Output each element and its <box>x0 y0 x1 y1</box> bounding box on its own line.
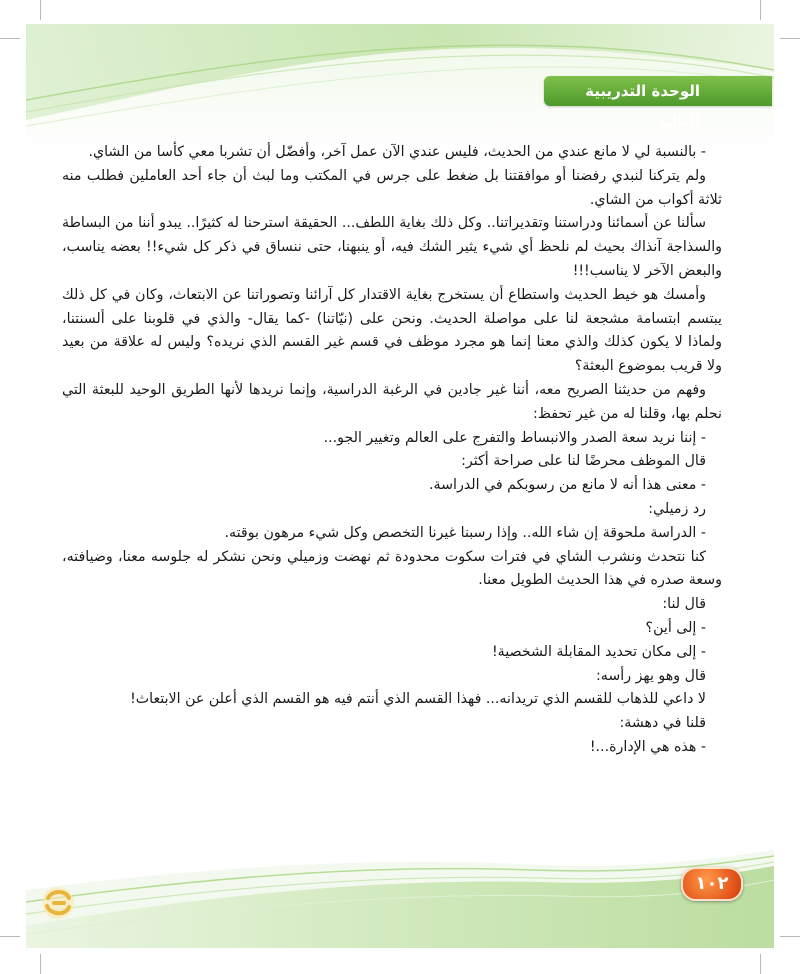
paragraph: - معنى هذا أنه لا مانع من رسوبكم في الدراسة. <box>429 477 706 494</box>
paragraph: قال الموظف محرضًا لنا على صراحة أكثر: <box>461 453 706 470</box>
paragraph: وفهم من حديثنا الصريح معه، أننا غير جادين في الرغبة الدراسية، وإنما نريدها لأنها الطريق الوحيد للبعثة التي نحلم بها، وقلنا له من غير تحفظ: <box>62 381 722 422</box>
paragraph: ولم يتركنا لنبدي رفضنا أو موافقتنا بل ضغط على جرس في المكتب وما لبث أن جاء أحد العاملين فطلب منه ثلاثة أكواب من الشاي. <box>62 167 722 208</box>
paragraph: رد زميلي: <box>648 500 706 517</box>
text-body <box>62 141 722 760</box>
publisher-logo-icon <box>38 882 78 924</box>
paragraph: قلنا في دهشة: <box>619 715 706 732</box>
paragraph: لا داعي للذهاب للقسم الذي تريدانه... فهذا القسم الذي أنتم فيه هو القسم الذي أعلن عن الابتعاث! <box>130 691 706 708</box>
paragraph: قال وهو يهز رأسه: <box>596 667 706 684</box>
paragraph: سألنا عن أسمائنا ودراستنا وتقديراتنا.. وكل ذلك بغاية اللطف... الحقيقة استرحنا له كثيرًا.. يبدو أننا من البساطة والسذاجة آنذاك بحيث لم نلحظ أي شيء يثير الشك فيه، أو ينبهنا، حتى ننساق في ذكر كل شيء!! بعضه يناسب، والبعض الآخر لا يناسب!!! <box>62 215 722 279</box>
paragraph: كنا نتحدث ونشرب الشاي في فترات سكوت محدودة ثم نهضت وزميلي ونحن نشكر له جلوسه معنا، وضيافته، وسعة صدره في هذا الحديث الطويل معنا. <box>62 548 722 589</box>
paragraph: وأمسك هو خيط الحديث واستطاع أن يستخرج بغاية الاقتدار كل آرائنا وتصوراتنا عن الابتعاث، وكان في كل ذلك يبتسم ابتسامة مشجعة لنا على مواصلة الحديث. ونحن على (نيّاتنا) -كما يقال- والذي في قلوبنا على ألسنتنا، ولماذا لا يكون كذلك والذي معنا إنما هو مجرد موظف في قسم غير القسم الذي نريده؟ وليس له علاقة من بعيد ولا قريب بموضوع البعثة؟ <box>62 286 722 375</box>
paragraph: - الدراسة ملحوقة إن شاء الله.. وإذا رسبنا غيرنا التخصص وكل شيء مرهون بوقته. <box>224 524 706 541</box>
page-number: ١٠٢ <box>681 867 743 901</box>
paragraph: - إلى مكان تحديد المقابلة الشخصية! <box>491 643 706 660</box>
paragraph: - إلى أين؟ <box>645 619 706 636</box>
paragraph: - بالنسبة لي لا مانع عندي من الحديث، فليس عندي الآن عمل آخر، وأفضّل أن تشربا معي كأسا من الشاي. <box>88 144 706 160</box>
paragraph: - إننا نريد سعة الصدر والانبساط والتفرج على العالم وتغيير الجو... <box>323 429 706 446</box>
paragraph: قال لنا: <box>662 596 706 613</box>
bottom-wave-decoration <box>0 830 800 974</box>
paragraph: - هذه هي الإدارة...! <box>589 738 706 755</box>
unit-title: الوحدة التدريبية الثالثة <box>585 82 700 130</box>
unit-header <box>544 76 772 130</box>
